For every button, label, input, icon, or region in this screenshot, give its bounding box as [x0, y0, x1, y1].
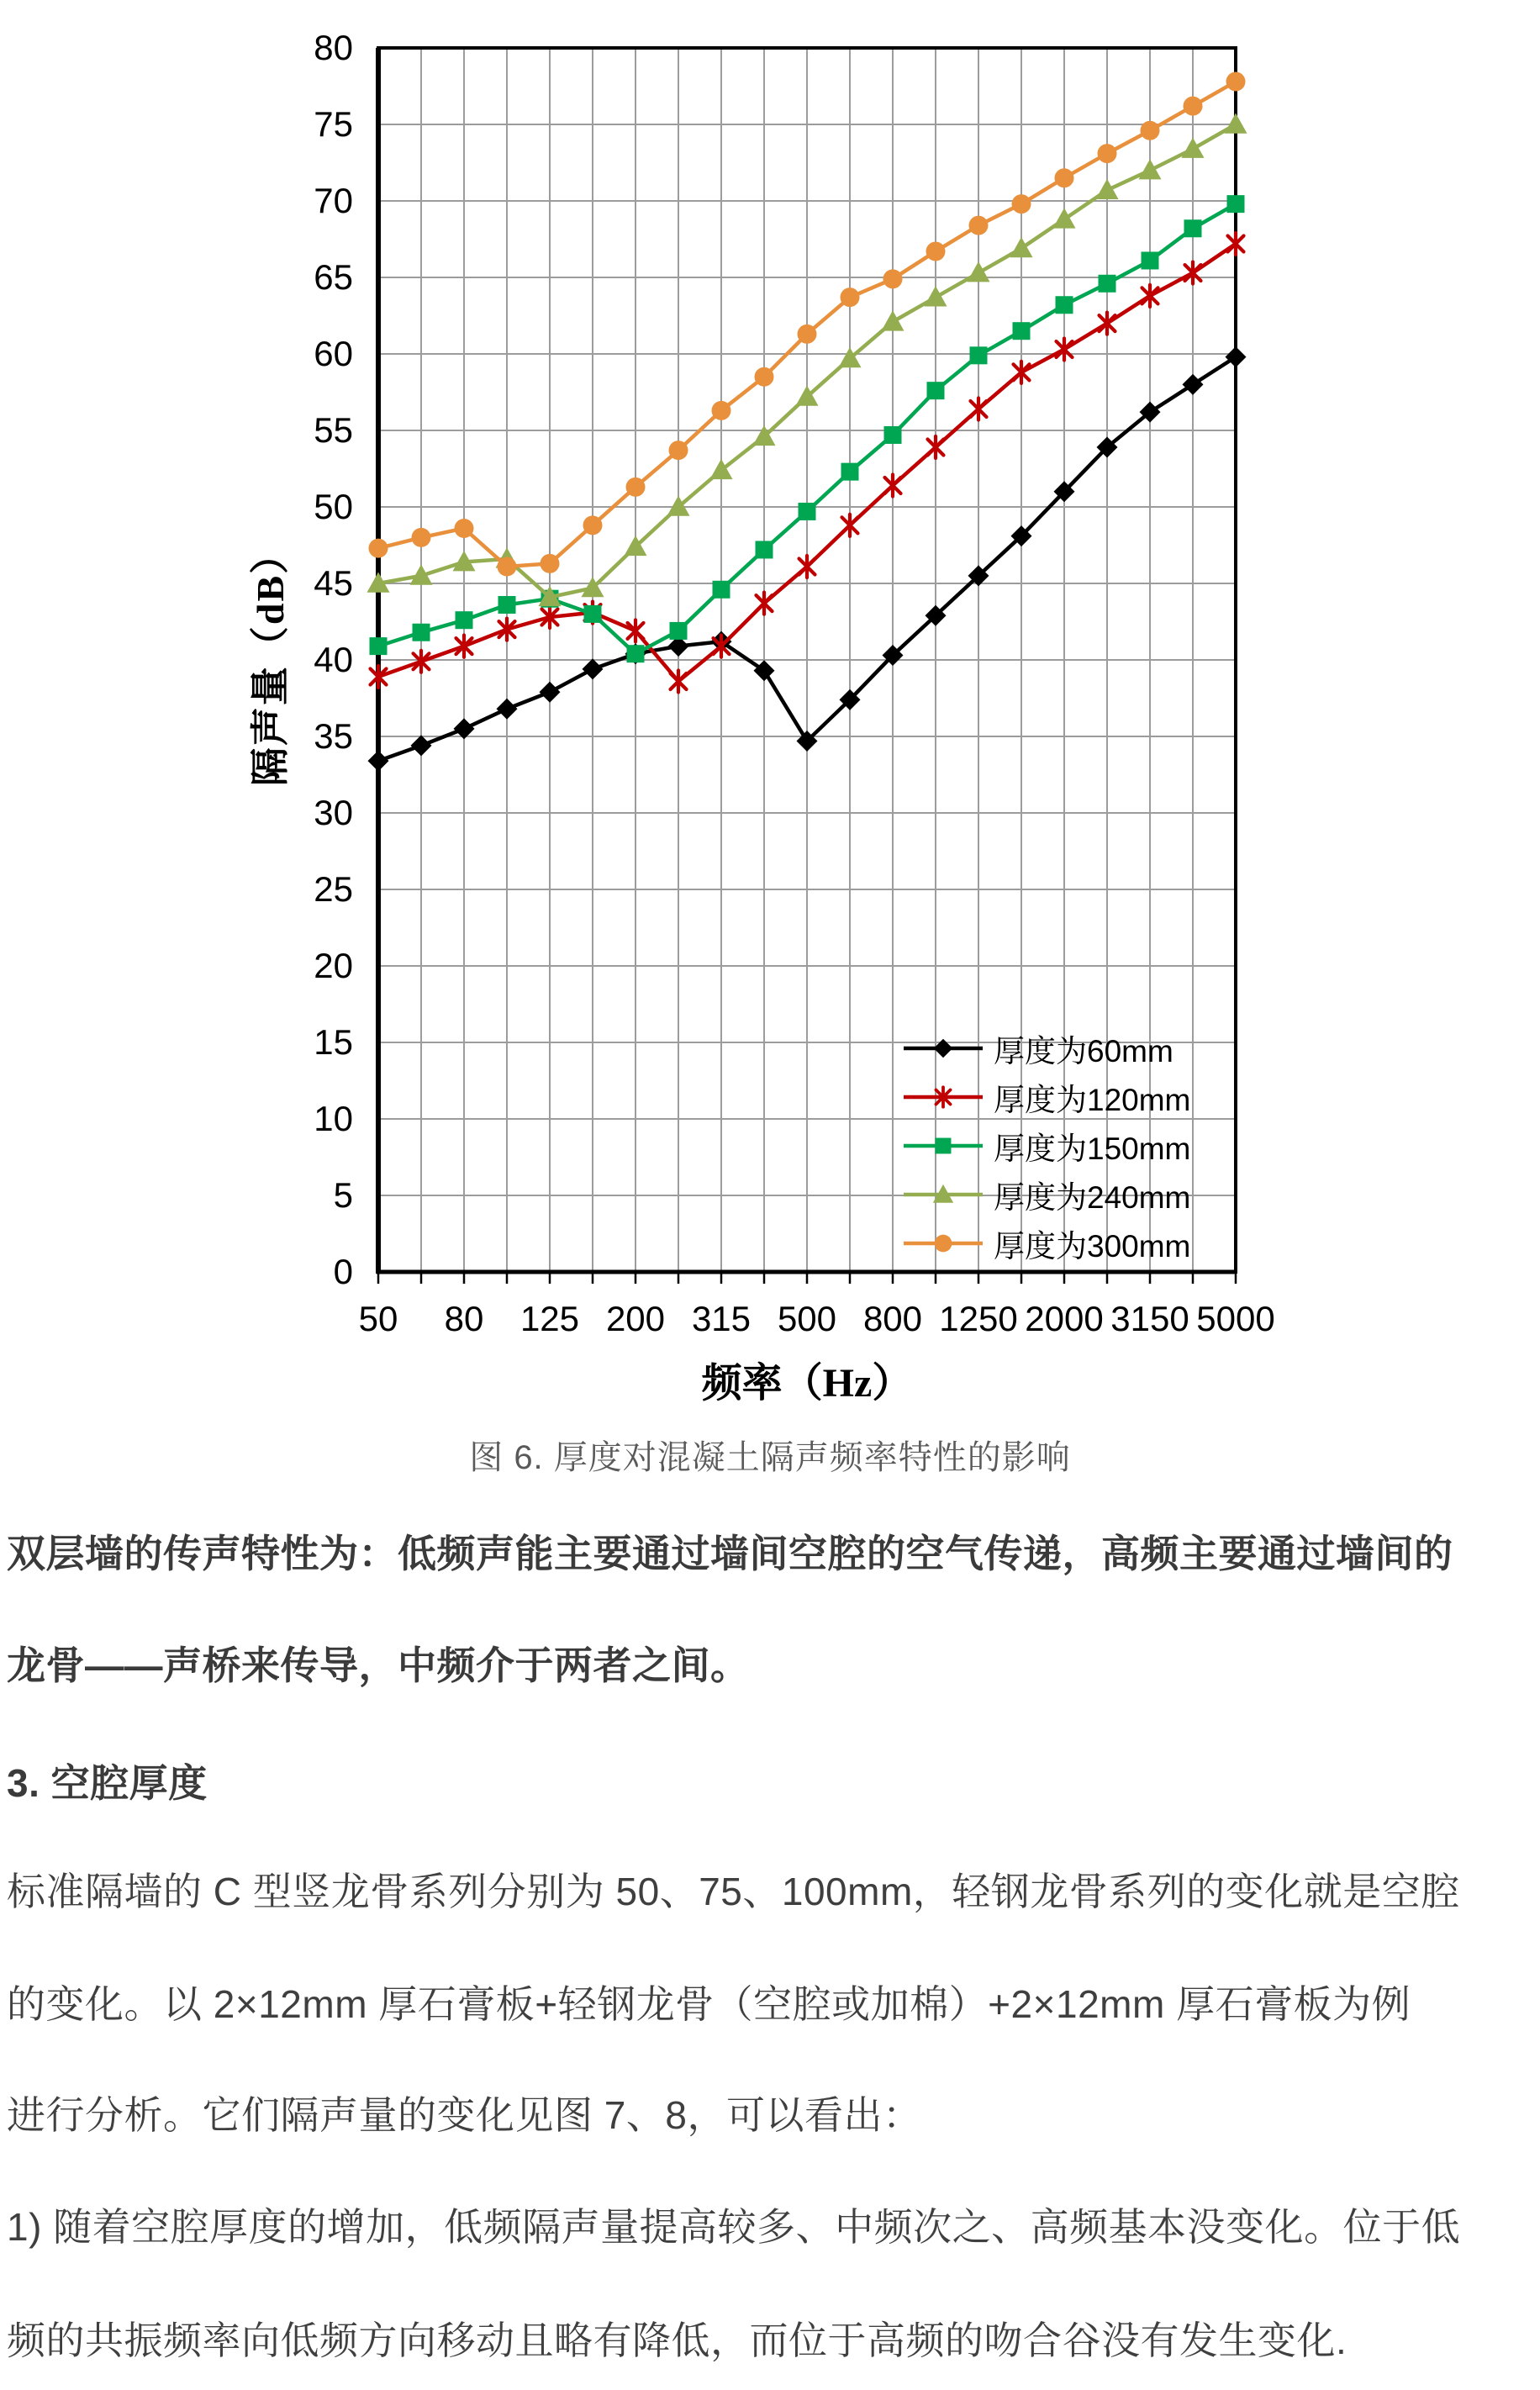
- legend-label: 厚度为240mm: [994, 1180, 1191, 1215]
- circle-marker: [669, 441, 688, 460]
- circle-marker: [755, 367, 774, 387]
- triangle-marker: [1225, 113, 1247, 134]
- square-marker: [498, 596, 516, 614]
- square-marker: [1056, 296, 1073, 314]
- asterisk-marker: [628, 620, 644, 641]
- circle-marker: [926, 242, 946, 261]
- asterisk-marker: [1014, 361, 1030, 383]
- x-tick-label: 315: [691, 1299, 752, 1338]
- asterisk-marker: [799, 556, 815, 578]
- x-tick-label: 1250: [939, 1299, 1018, 1338]
- y-tick-label: 50: [314, 487, 353, 526]
- legend-swatch: [901, 1078, 985, 1116]
- diamond-marker: [754, 660, 775, 681]
- section-heading: 3. 空腔厚度: [7, 1761, 208, 1805]
- square-marker: [1013, 322, 1031, 340]
- legend-item: [901, 1024, 1190, 1073]
- x-tick-label: 125: [519, 1299, 580, 1338]
- triangle-marker: [1139, 159, 1162, 179]
- diamond-marker: [583, 658, 604, 679]
- paragraph-line: 进行分析。它们隔声量的变化见图 7、8，可以看出：: [7, 2093, 922, 2137]
- asterisk-marker: [1057, 339, 1073, 361]
- legend-swatch: [901, 1175, 985, 1214]
- circle-marker: [1141, 121, 1160, 140]
- triangle-marker: [1096, 179, 1119, 199]
- paragraph-line: 标准隔墙的 C 型竖龙骨系列分别为 50、75、100mm，轻钢龙骨系列的变化就是空腔: [7, 1870, 1460, 1913]
- square-marker: [670, 622, 688, 640]
- x-tick-label: 80: [444, 1299, 484, 1338]
- circle-marker: [1012, 194, 1031, 214]
- paragraph-line: 双层墙的传声特性为：低频声能主要通过墙间空腔的空气传递，高频主要通过墙间的: [7, 1532, 1453, 1575]
- triangle-marker: [1010, 237, 1033, 257]
- asterisk-marker: [671, 670, 687, 692]
- diamond-marker: [1183, 374, 1204, 395]
- square-marker: [799, 503, 816, 520]
- square-marker: [884, 426, 902, 444]
- circle-marker: [1055, 168, 1074, 187]
- legend-swatch: [901, 1029, 985, 1068]
- paragraph-line: 频的共振频率向低频方向移动且略有降低，而位于高频的吻合谷没有发生变化.: [7, 2319, 1348, 2362]
- circle-marker: [498, 557, 517, 576]
- circle-marker: [626, 477, 646, 497]
- y-tick-label: 35: [314, 716, 353, 756]
- y-tick-label: 75: [314, 104, 353, 144]
- paragraph-line: 的变化。以 2×12mm 厚石膏板+轻钢龙骨（空腔或加棉）+2×12mm 厚石膏板为例: [7, 1982, 1411, 2026]
- asterisk-marker: [1185, 262, 1201, 284]
- paragraph-line: 龙骨——声桥来传导，中频介于两者之间。: [7, 1643, 750, 1687]
- x-tick-label: 2000: [1025, 1299, 1104, 1338]
- legend-label: 厚度为120mm: [994, 1083, 1191, 1117]
- y-tick-label: 45: [314, 563, 353, 603]
- x-axis-title: 频率（Hz）: [701, 1361, 913, 1406]
- square-marker: [1227, 195, 1245, 213]
- y-tick-label: 70: [314, 181, 353, 220]
- y-tick-label: 25: [314, 869, 353, 909]
- x-tick-label: 50: [358, 1299, 398, 1338]
- x-tick-label: 200: [605, 1299, 666, 1338]
- y-tick-label: 10: [314, 1099, 353, 1138]
- legend-item: [901, 1219, 1190, 1268]
- diamond-marker: [411, 735, 432, 756]
- y-tick-label: 5: [333, 1175, 353, 1215]
- circle-marker: [583, 515, 603, 535]
- square-marker: [370, 637, 388, 655]
- square-marker: [1184, 219, 1202, 237]
- asterisk-marker: [842, 514, 858, 536]
- asterisk-marker: [885, 475, 901, 497]
- circle-marker: [798, 324, 817, 344]
- y-tick-label: 60: [314, 334, 353, 373]
- legend-item: [901, 1073, 1190, 1121]
- square-marker: [756, 541, 773, 558]
- legend-label: 厚度为300mm: [994, 1229, 1191, 1264]
- circle-marker: [841, 288, 860, 307]
- square-marker: [456, 611, 473, 629]
- y-tick-label: 30: [314, 793, 353, 832]
- circle-marker: [1226, 72, 1246, 92]
- paragraph-line: 1) 随着空腔厚度的增加，低频隔声量提高较多、中频次之、高频基本没变化。位于低: [7, 2205, 1461, 2249]
- legend-label: 厚度为150mm: [994, 1132, 1191, 1166]
- asterisk-marker: [971, 398, 987, 420]
- legend-label: 厚度为60mm: [994, 1034, 1173, 1068]
- legend-swatch: [901, 1126, 985, 1165]
- x-tick-label: 800: [862, 1299, 923, 1338]
- circle-marker: [1184, 97, 1203, 116]
- x-tick-label: 500: [777, 1299, 837, 1338]
- circle-marker: [455, 519, 474, 538]
- square-marker: [927, 382, 945, 399]
- circle-marker: [883, 269, 903, 288]
- legend-item: [901, 1121, 1190, 1170]
- chart-legend: [901, 1024, 1190, 1268]
- y-tick-label: 20: [314, 946, 353, 985]
- figure-caption: 图 6. 厚度对混凝土隔声频率特性的影响: [469, 1439, 1071, 1476]
- square-marker: [970, 346, 988, 364]
- square-marker: [413, 624, 430, 641]
- diamond-marker: [368, 751, 389, 772]
- square-marker: [1142, 251, 1159, 269]
- legend-swatch: [901, 1224, 985, 1263]
- y-tick-label: 55: [314, 410, 353, 450]
- asterisk-marker: [1100, 313, 1115, 335]
- triangle-marker: [925, 286, 947, 306]
- asterisk-marker: [1228, 233, 1244, 255]
- square-marker: [1099, 275, 1116, 293]
- diamond-marker: [497, 699, 518, 720]
- diamond-marker: [1226, 346, 1247, 367]
- triangle-marker: [1053, 208, 1076, 228]
- y-tick-label: 15: [314, 1022, 353, 1062]
- square-marker: [841, 463, 859, 481]
- y-tick-label: 65: [314, 257, 353, 297]
- circle-marker: [412, 528, 431, 547]
- y-tick-label: 40: [314, 640, 353, 679]
- y-tick-label: 80: [314, 28, 353, 67]
- circle-marker: [969, 216, 989, 235]
- circle-marker: [1098, 144, 1117, 163]
- square-marker: [713, 581, 730, 599]
- x-tick-label: 3150: [1110, 1299, 1189, 1338]
- circle-marker: [712, 401, 731, 420]
- triangle-marker: [1182, 138, 1205, 158]
- triangle-marker: [968, 261, 990, 282]
- y-axis-title: 隔声量（dB）: [249, 533, 292, 787]
- square-marker: [584, 605, 602, 623]
- asterisk-marker: [757, 593, 773, 615]
- circle-marker: [935, 1235, 952, 1253]
- triangle-marker: [882, 310, 904, 330]
- legend-item: [901, 1170, 1190, 1219]
- diamond-marker: [540, 682, 561, 703]
- diamond-marker: [934, 1039, 953, 1058]
- asterisk-marker: [1142, 285, 1158, 307]
- circle-marker: [541, 554, 560, 573]
- square-marker: [936, 1138, 952, 1154]
- x-tick-label: 5000: [1196, 1299, 1275, 1338]
- asterisk-marker: [928, 436, 944, 458]
- circle-marker: [369, 539, 388, 558]
- y-tick-label: 0: [333, 1252, 353, 1291]
- square-marker: [627, 645, 645, 662]
